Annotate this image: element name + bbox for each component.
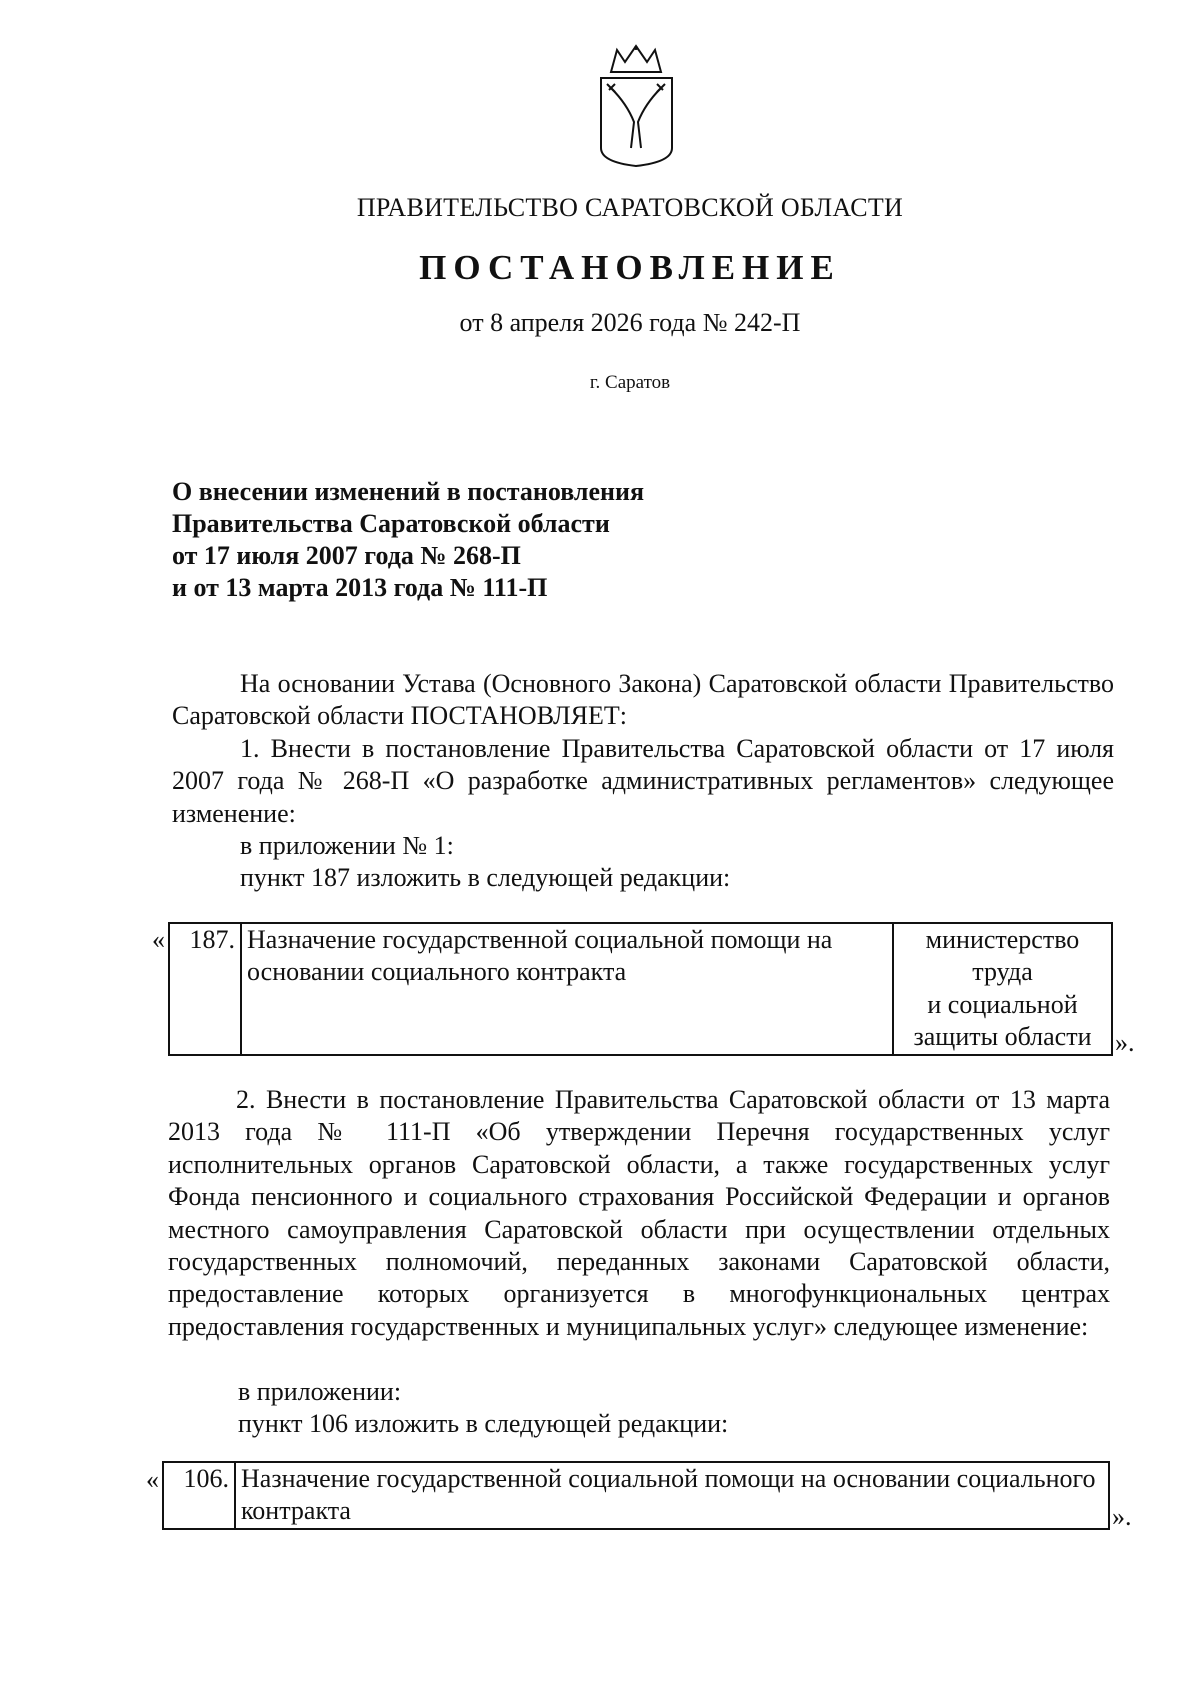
item-1-annex: в приложении № 1: (240, 831, 454, 860)
city-name: г. Саратов (589, 372, 671, 393)
table-2-close-quote: ». (1112, 1502, 1132, 1531)
subject-line: от 17 июля 2007 года № 268-П (172, 541, 521, 570)
table-1-open-quote: « (152, 925, 165, 954)
responsible-authority (893, 923, 1112, 1055)
amendment-table-2 (162, 1461, 1110, 1530)
item-2-text: 2. Внести в постановление Правительства Саратовской области от 13 марта 2013 года № 111-П «Об утверждении Перечня государственных услуг исполнительных органов Саратовской области, а также государственных услуг Фонда пенсионного и социального страхования Российской Федерации и органов местного самоуправления Саратовской области при осуществлении отдельных государственных полномочий, переданных законами Саратовской области, предоставление которых организуется в многофункциональных центрах предоставления государственных и муниципальных услуг» следующее изменение: (168, 1085, 1110, 1341)
amendment-table-1 (168, 922, 1113, 1056)
authority-line: и социальной (927, 989, 1078, 1019)
subject-line: Правительства Саратовской области (172, 509, 610, 538)
table-1-close-quote: ». (1115, 1028, 1135, 1057)
item-2-point: пункт 106 изложить в следующей редакции: (238, 1409, 729, 1438)
coat-of-arms-emblem (597, 44, 676, 168)
item-1-text: 1. Внести в постановление Правительства Саратовской области от 17 июля 2007 года № 268-П «О разработке административных регламентов» следующее изменение: (172, 733, 1114, 828)
table-row (163, 1462, 1109, 1529)
preamble-text: На основании Устава (Основного Закона) Саратовской области Правительство Саратовской области ПОСТАНОВЛЯЕТ: (172, 669, 1114, 731)
subject-line: О внесении изменений в постановления (172, 477, 645, 506)
service-name: Назначение государственной социальной помощи на основании социального контракта (235, 1462, 1109, 1529)
subject-line: и от 13 марта 2013 года № 111-П (172, 573, 548, 602)
service-name: Назначение государственной социальной помощи на основании социального контракта (241, 923, 893, 1055)
document-type-title: ПОСТАНОВЛЕНИЕ (419, 248, 841, 287)
point-number: 187. (169, 923, 241, 1055)
table-2-open-quote: « (146, 1465, 159, 1494)
item-2-annex: в приложении: (238, 1377, 402, 1406)
preamble-paragraph (172, 668, 1114, 830)
government-name: ПРАВИТЕЛЬСТВО САРАТОВСКОЙ ОБЛАСТИ (356, 193, 904, 222)
item-2-paragraph (168, 1084, 1110, 1343)
authority-line: министерство (925, 925, 1080, 954)
authority-line: труда (972, 957, 1033, 987)
authority-line: защиты области (913, 1022, 1092, 1052)
item-1-point: пункт 187 изложить в следующей редакции: (240, 863, 731, 892)
document-subject (172, 476, 644, 604)
document-date-number: от 8 апреля 2026 года № 242-П (459, 308, 801, 337)
point-number: 106. (163, 1462, 235, 1529)
table-row (169, 923, 1112, 1055)
